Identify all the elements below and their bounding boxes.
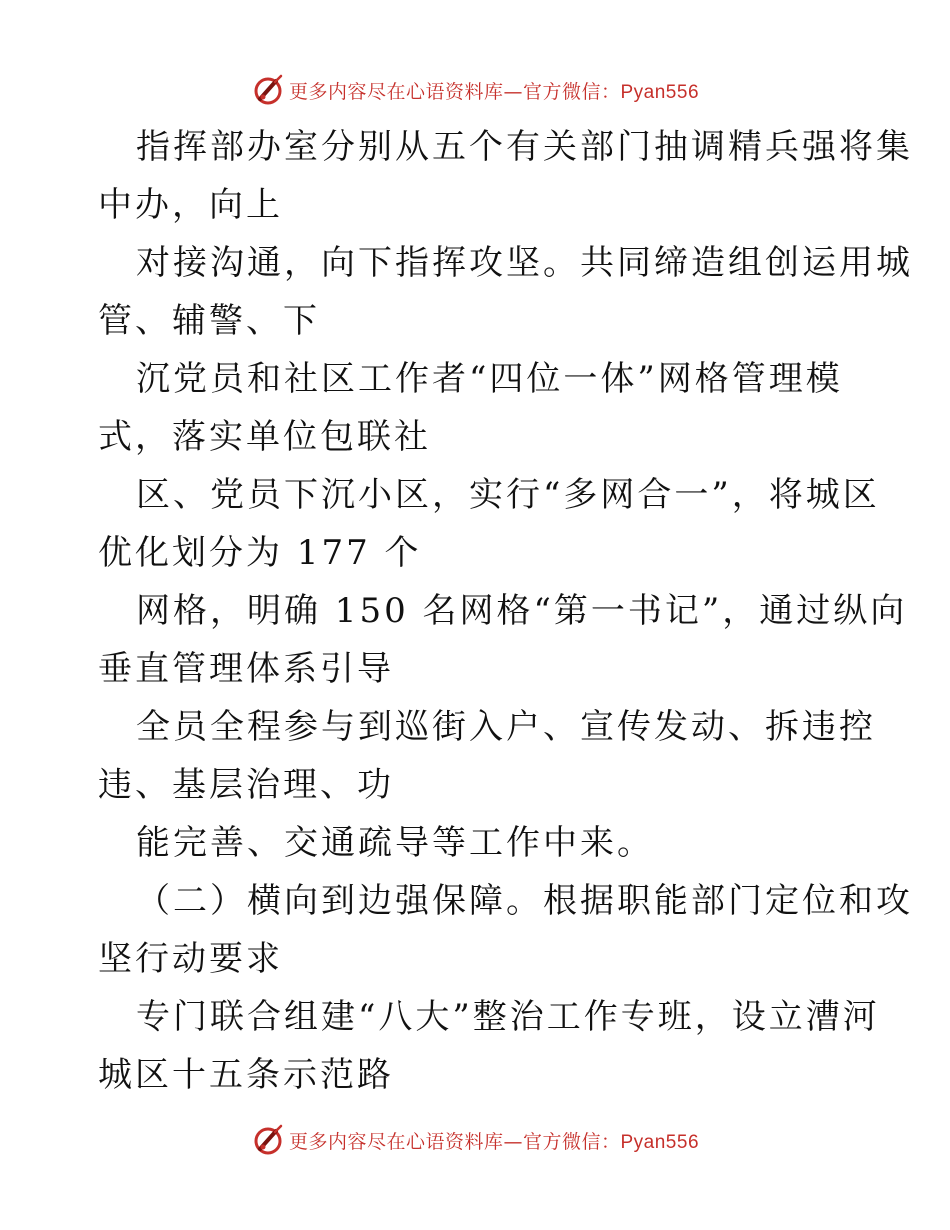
watermark-separator: —: [503, 80, 523, 103]
ink-brush-logo-icon: [251, 73, 285, 107]
watermark-label: 官方微信：: [522, 1130, 621, 1153]
watermark-slogan: 更多内容尽在心语资料库: [288, 80, 504, 103]
text-line: 坚行动要求: [98, 939, 283, 979]
watermark-text: [289, 77, 699, 104]
watermark-id: Pyan556: [620, 81, 700, 103]
text-line: 指挥部办室分别从五个有关部门抽调精兵强将集: [136, 127, 913, 167]
text-line: 垂直管理体系引导: [98, 649, 394, 689]
watermark-footer: [0, 1120, 950, 1160]
text-line: 网格，明确 150 名网格“第一书记”，通过纵向: [136, 591, 908, 631]
text-line: 能完善、交通疏导等工作中来。: [136, 823, 654, 863]
watermark-separator: —: [503, 1130, 523, 1153]
text-line: 优化划分为 177 个: [98, 533, 422, 573]
text-line: 对接沟通，向下指挥攻坚。共同缔造组创运用城: [136, 243, 913, 283]
text-line: 沉党员和社区工作者“四位一体”网格管理模: [136, 359, 843, 399]
text-line: 式，落实单位包联社: [98, 417, 431, 457]
watermark-header: [0, 70, 950, 110]
text-line: 全员全程参与到巡街入户、宣传发动、拆违控: [136, 707, 876, 747]
ink-brush-logo-icon: [251, 1123, 285, 1157]
text-line: 城区十五条示范路: [98, 1055, 394, 1095]
watermark-label: 官方微信：: [522, 80, 621, 103]
text-line: 专门联合组建“八大”整治工作专班，设立漕河: [136, 997, 880, 1037]
text-line: 区、党员下沉小区，实行“多网合一”，将城区: [136, 475, 880, 515]
watermark-id: Pyan556: [620, 1131, 700, 1153]
watermark-slogan: 更多内容尽在心语资料库: [288, 1130, 504, 1153]
text-line: 违、基层治理、功: [98, 765, 394, 805]
document-body: [98, 118, 913, 1104]
text-line: 管、辅警、下: [98, 301, 320, 341]
text-line: （二）横向到边强保障。根据职能部门定位和攻: [136, 881, 913, 921]
watermark-text: [289, 1127, 699, 1154]
text-line: 中办，向上: [98, 185, 283, 225]
